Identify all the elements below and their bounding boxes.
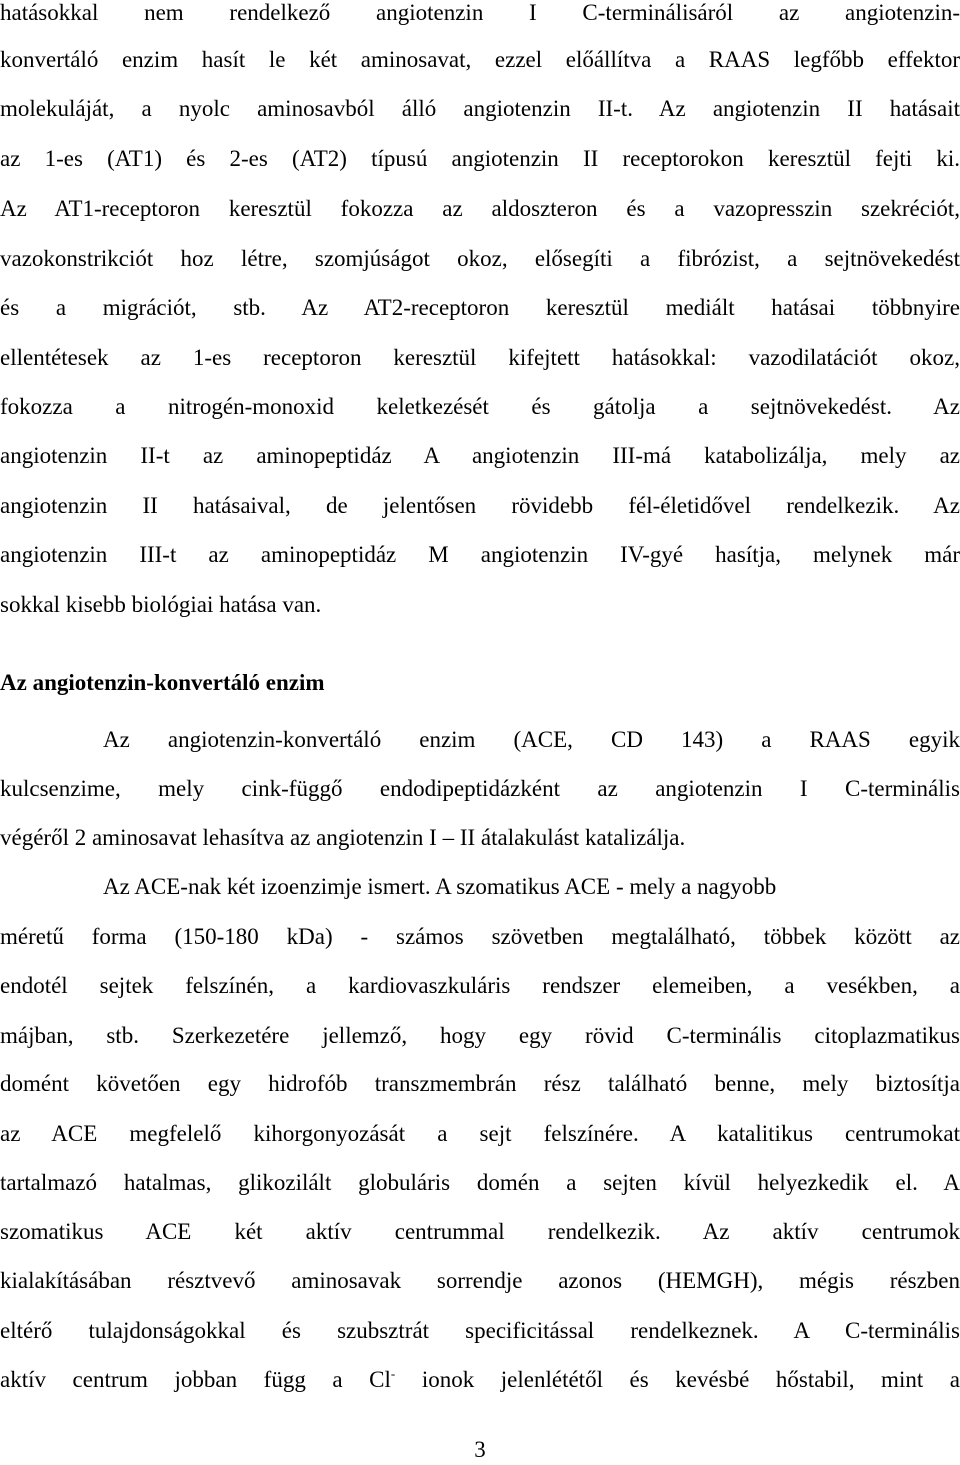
section-heading: Az angiotenzin-konvertáló enzim [0, 670, 325, 695]
paragraph-3-line: szomatikus ACE két aktív centrummal rendelkezik. Az aktív centrumok [0, 1219, 960, 1244]
text-segment: aktív centrum jobban függ a Cl [0, 1367, 391, 1392]
paragraph-1-line: hatásokkal nem rendelkező angiotenzin I C-terminálisáról az angiotenzin- [0, 0, 960, 25]
page-number: 3 [474, 1437, 486, 1462]
paragraph-1-line: ellentétesek az 1-es receptoron keresztül kifejtett hatásokkal: vazodilatációt okoz, [0, 345, 960, 370]
paragraph-2-line: Az angiotenzin-konvertáló enzim (ACE, CD 143) a RAAS egyik [103, 727, 960, 752]
paragraph-2-line: kulcsenzime, mely cink-függő endodipeptidázként az angiotenzin I C-terminális [0, 776, 960, 801]
paragraph-3-line: tartalmazó hatalmas, glikozilált globuláris domén a sejten kívül helyezkedik el. A [0, 1170, 960, 1195]
paragraph-1-line: Az AT1-receptoron keresztül fokozza az aldoszteron és a vazopresszin szekréciót, [0, 196, 960, 221]
paragraph-3-line: méretű forma (150-180 kDa) - számos szövetben megtalálható, többek között az [0, 924, 960, 949]
paragraph-3-last-line [0, 1364, 960, 1396]
paragraph-1-line: sokkal kisebb biológiai hatása van. [0, 592, 322, 617]
text-segment: ionok jelenlététől és kevésbé hőstabil, mint a [395, 1367, 960, 1392]
paragraph-3-line: domént követően egy hidrofób transzmembrán rész található benne, mely biztosítja [0, 1071, 960, 1096]
paragraph-3-line: eltérő tulajdonságokkal és szubsztrát specificitással rendelkeznek. A C-terminális [0, 1318, 960, 1343]
paragraph-3-line: májban, stb. Szerkezetére jellemző, hogy egy rövid C-terminális citoplazmatikus [0, 1023, 960, 1048]
paragraph-1-line: vazokonstrikciót hoz létre, szomjúságot okoz, elősegíti a fibrózist, a sejtnövekedést [0, 246, 960, 271]
paragraph-1-line: konvertáló enzim hasít le két aminosavat, ezzel előállítva a RAAS legfőbb effektor [0, 47, 960, 72]
paragraph-3-line: az ACE megfelelő kihorgonyozását a sejt felszínére. A katalitikus centrumokat [0, 1121, 960, 1146]
paragraph-1-line: angiotenzin II hatásaival, de jelentősen rövidebb fél-életidővel rendelkezik. Az [0, 493, 960, 518]
paragraph-1-line: angiotenzin II-t az aminopeptidáz A angiotenzin III-má katabolizálja, mely az [0, 443, 960, 468]
paragraph-3-line: endotél sejtek felszínén, a kardiovaszkuláris rendszer elemeiben, a vesékben, a [0, 973, 960, 998]
paragraph-3-line: kialakításában résztvevő aminosavak sorrendje azonos (HEMGH), mégis részben [0, 1268, 960, 1293]
paragraph-2-line: végéről 2 aminosavat lehasítva az angiotenzin I – II átalakulást katalizálja. [0, 825, 686, 850]
paragraph-1-line: és a migrációt, stb. Az AT2-receptoron keresztül mediált hatásai többnyire [0, 295, 960, 320]
chloride-charge-superscript: - [390, 1366, 396, 1381]
paragraph-1-line: angiotenzin III-t az aminopeptidáz M angiotenzin IV-gyé hasítja, melynek már [0, 542, 960, 567]
paragraph-1-line: molekuláját, a nyolc aminosavból álló angiotenzin II-t. Az angiotenzin II hatásait [0, 96, 960, 121]
paragraph-1-line: az 1-es (AT1) és 2-es (AT2) típusú angiotenzin II receptorokon keresztül fejti ki. [0, 146, 960, 171]
paragraph-3-line: Az ACE-nak két izoenzimje ismert. A szomatikus ACE - mely a nagyobb [103, 874, 777, 899]
paragraph-1-line: fokozza a nitrogén-monoxid keletkezését és gátolja a sejtnövekedést. Az [0, 394, 960, 419]
